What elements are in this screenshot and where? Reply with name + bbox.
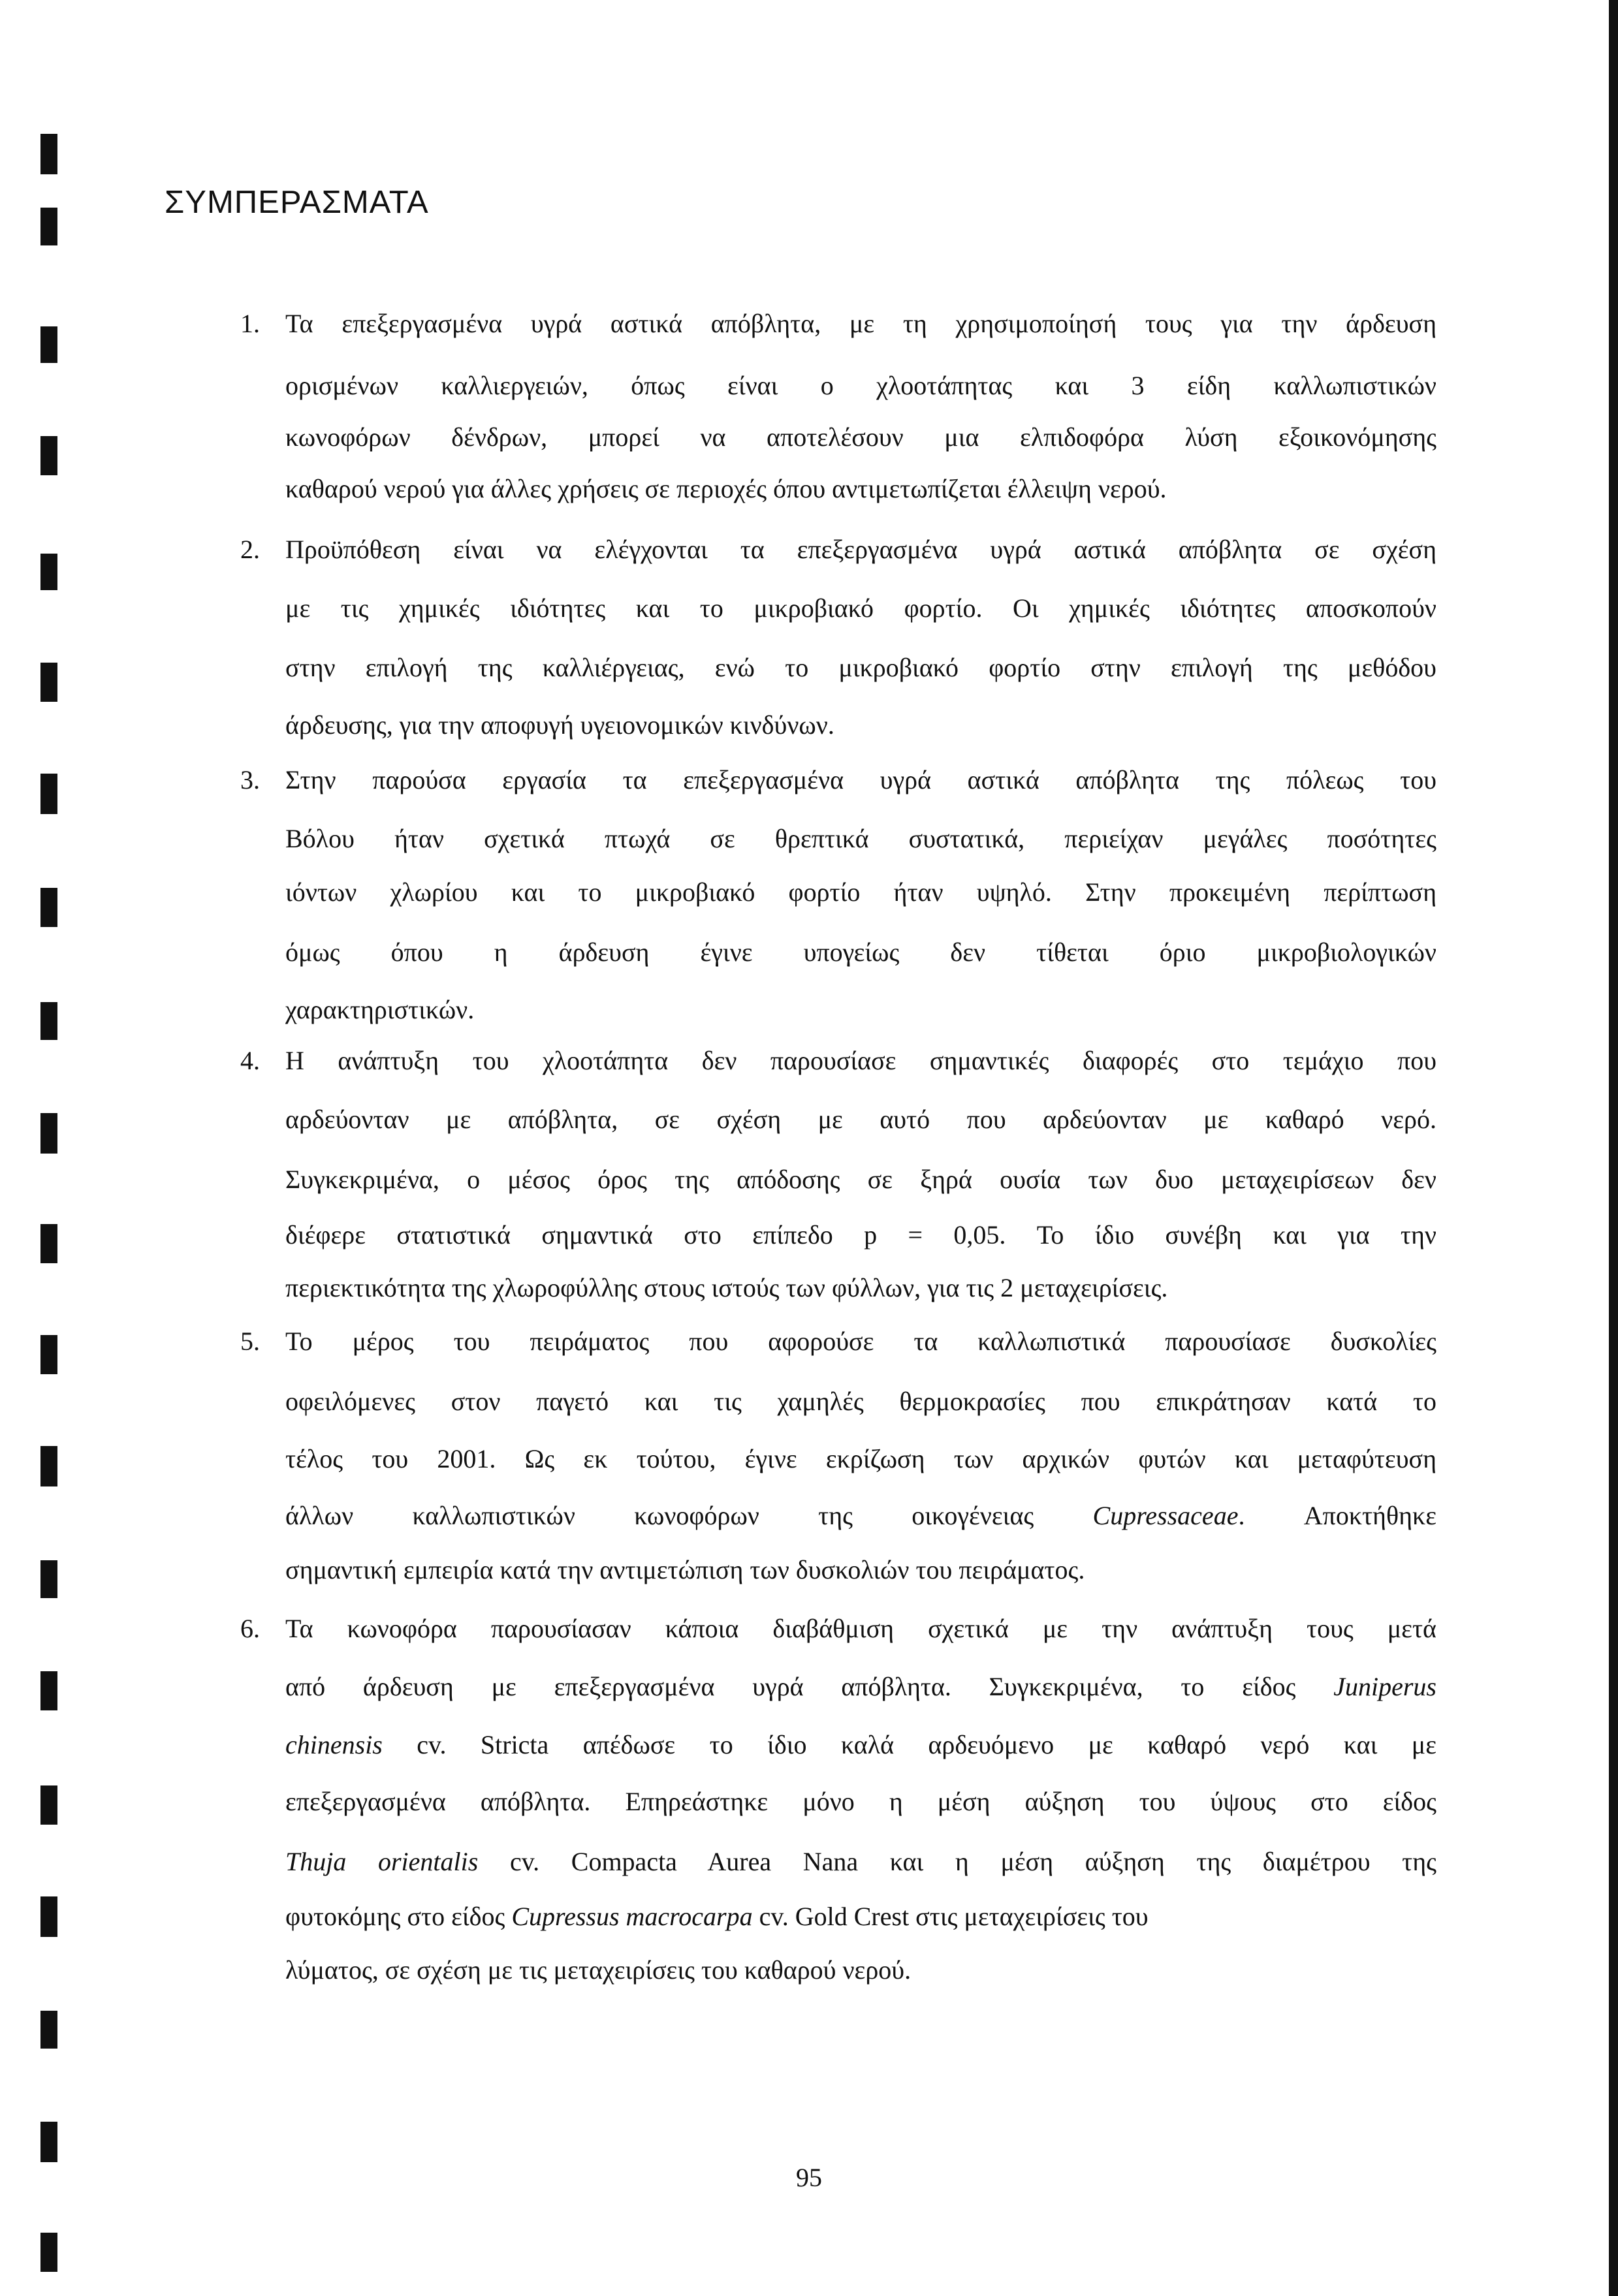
item-number: 5. [240, 1327, 260, 1356]
text-line: Τα κωνοφόρα παρουσίασαν κάποια διαβάθμιση σχετικά με την ανάπτυξη τους μετά [285, 1614, 1436, 1643]
item-number: 6. [240, 1614, 260, 1643]
item-number: 3. [240, 765, 260, 794]
text-line: Προϋπόθεση είναι να ελέγχονται τα επεξεργασμένα υγρά αστικά απόβλητα σε σχέση [285, 535, 1436, 564]
text-line: λύματος, σε σχέση με τις μεταχειρίσεις του καθαρού νερού. [285, 1955, 912, 1985]
text-line: όμως όπου η άρδευση έγινε υπογείως δεν τίθεται όριο μικροβιολογικών [285, 937, 1436, 967]
text-line: Στην παρούσα εργασία τα επεξεργασμένα υγρά αστικά απόβλητα της πόλεως του [285, 765, 1436, 794]
text-line: άλλων καλλωπιστικών κωνοφόρων της οικογένειας Cupressaceae. Αποκτήθηκε [285, 1501, 1437, 1530]
item-number: 4. [240, 1046, 260, 1075]
text-line: επεξεργασμένα απόβλητα. Επηρεάστηκε μόνο η μέση αύξηση του ύψους στο είδος [285, 1787, 1436, 1816]
text-line: άρδευσης, για την αποφυγή υγειονομικών κινδύνων. [285, 710, 834, 740]
text-line: στην επιλογή της καλλιέργειας, ενώ το μικροβιακό φορτίο στην επιλογή της μεθόδου [285, 653, 1436, 682]
item-number: 1. [240, 309, 260, 338]
text-line: από άρδευση με επεξεργασμένα υγρά απόβλητα. Συγκεκριμένα, το είδος Juniperus [285, 1672, 1436, 1701]
text-line: Συγκεκριμένα, ο μέσος όρος της απόδοσης σε ξηρά ουσία των δυο μεταχειρίσεων δεν [285, 1165, 1436, 1194]
text-line: καθαρού νερού για άλλες χρήσεις σε περιοχές όπου αντιμετωπίζεται έλλειψη νερού. [285, 474, 1167, 503]
page-title: ΣΥΜΠΕΡΑΣΜΑΤΑ [165, 185, 429, 220]
text-line: σημαντική εμπειρία κατά την αντιμετώπιση των δυσκολιών του πειράματος. [285, 1555, 1085, 1584]
text-line: περιεκτικότητα της χλωροφύλλης στους ιστούς των φύλλων, για τις 2 μεταχειρίσεις. [285, 1273, 1168, 1302]
text-line: οφειλόμενες στον παγετό και τις χαμηλές θερμοκρασίες που επικράτησαν κατά το [285, 1387, 1436, 1416]
text-line: φυτοκόμης στο είδος Cupressus macrocarpa cv. Gold Crest στις μεταχειρίσεις του [285, 1902, 1149, 1931]
text-line: Το μέρος του πειράματος που αφορούσε τα καλλωπιστικά παρουσίασε δυσκολίες [285, 1327, 1436, 1356]
text-line: τέλος του 2001. Ως εκ τούτου, έγινε εκρίζωση των αρχικών φυτών και μεταφύτευση [285, 1444, 1436, 1473]
text-line: Τα επεξεργασμένα υγρά αστικά απόβλητα, με τη χρησιμοποίησή τους για την άρδευση [285, 309, 1436, 338]
text-line: αρδεύονταν με απόβλητα, σε σχέση με αυτό που αρδεύονταν με καθαρό νερό. [285, 1105, 1436, 1134]
item-number: 2. [240, 535, 260, 564]
text-line: ορισμένων καλλιεργειών, όπως είναι ο χλοοτάπητας και 3 είδη καλλωπιστικών [285, 371, 1436, 400]
text-line: chinensis cv. Stricta απέδωσε το ίδιο καλά αρδευόμενο με καθαρό νερό και με [285, 1730, 1436, 1759]
text-line: χαρακτηριστικών. [285, 995, 475, 1024]
text-line: διέφερε στατιστικά σημαντικά στο επίπεδο p = 0,05. Το ίδιο συνέβη και για την [285, 1220, 1436, 1250]
text-line: Thuja orientalis cv. Compacta Aurea Nana και η μέση αύξηση της διαμέτρου της [285, 1847, 1436, 1876]
text-line: Βόλου ήταν σχετικά πτωχά σε θρεπτικά συστατικά, περιείχαν μεγάλες ποσότητες [285, 824, 1436, 853]
text-line: κωνοφόρων δένδρων, μπορεί να αποτελέσουν μια ελπιδοφόρα λύση εξοικονόμησης [285, 422, 1436, 452]
text-line: Η ανάπτυξη του χλοοτάπητα δεν παρουσίασε σημαντικές διαφορές στο τεμάχιο που [285, 1046, 1436, 1075]
text-line: ιόντων χλωρίου και το μικροβιακό φορτίο ήταν υψηλό. Στην προκειμένη περίπτωση [285, 877, 1436, 907]
page-number: 95 [796, 2163, 822, 2192]
text-line: με τις χημικές ιδιότητες και το μικροβιακό φορτίο. Οι χημικές ιδιότητες αποσκοπούν [285, 593, 1436, 623]
